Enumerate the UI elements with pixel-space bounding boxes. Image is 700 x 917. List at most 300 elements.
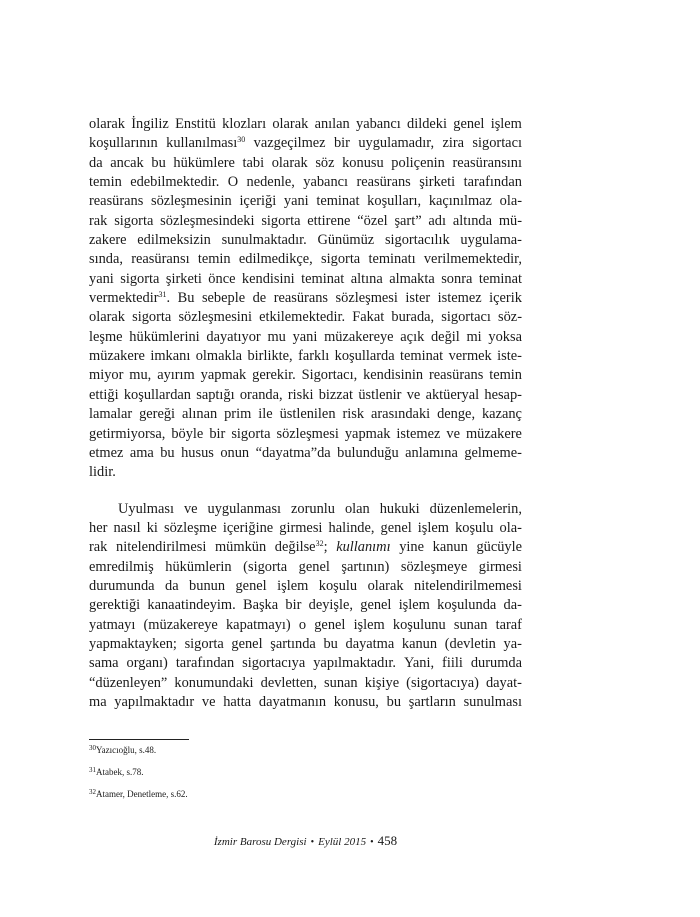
word: kişiye <box>364 674 400 691</box>
word: yapmak <box>344 425 391 442</box>
word: bizzat <box>318 386 354 403</box>
word: zakere <box>89 232 127 249</box>
word: sözleşme <box>164 519 217 536</box>
word: ve <box>406 386 421 403</box>
word: (devletin <box>444 635 496 652</box>
text-line <box>89 538 522 557</box>
word: ya- <box>503 635 522 652</box>
text-line <box>89 289 522 308</box>
word: yapmak <box>200 367 247 384</box>
word: Başka <box>242 597 279 614</box>
word: kazanç <box>481 406 522 423</box>
word: etmez <box>89 444 124 461</box>
word: poliçenin <box>391 154 445 171</box>
word: “özel <box>357 212 388 229</box>
word: şartında <box>270 635 316 652</box>
footnote-separator <box>89 739 189 740</box>
word: şartının) <box>341 558 390 575</box>
word: altına <box>350 270 383 287</box>
word: yabancı <box>303 174 349 191</box>
word: ile <box>258 406 273 423</box>
word: girmesi <box>279 519 323 536</box>
word: koşulunda <box>437 597 497 614</box>
text-line <box>89 270 522 289</box>
text-line <box>89 347 522 366</box>
word: değil <box>430 328 460 345</box>
body-text <box>89 115 522 712</box>
word: edilmedikçe, <box>238 251 313 268</box>
word: uygulanması <box>207 500 282 517</box>
word: reasürans <box>273 290 329 307</box>
word: (sigortacıya) <box>406 674 479 691</box>
word: taraf <box>495 616 522 633</box>
word: koşulları, <box>367 193 422 210</box>
word: sigortacı <box>472 135 522 152</box>
word: organı) <box>126 655 168 672</box>
word: aktüeryal <box>425 386 480 403</box>
running-footer <box>89 833 522 849</box>
word: ettirene <box>307 212 351 229</box>
word: her <box>89 519 108 536</box>
word: ve <box>446 425 460 442</box>
word: miyor <box>89 367 124 384</box>
word: vermek <box>448 348 492 365</box>
word: şart” <box>394 212 422 229</box>
word: ettiği <box>89 386 119 403</box>
word: olarak <box>89 309 125 326</box>
word: ve <box>183 500 198 517</box>
word: mu, <box>129 367 152 384</box>
word: sigorta <box>261 212 301 229</box>
word: konusu <box>342 154 384 171</box>
word: teminat <box>478 270 522 287</box>
word: bu <box>151 154 166 171</box>
word: yapmaktayken; <box>89 635 177 652</box>
word: dayatmanın <box>258 693 327 710</box>
word: sama <box>89 655 119 672</box>
word: mi <box>466 328 482 345</box>
word: iste- <box>497 348 522 365</box>
word: sigorta <box>321 251 361 268</box>
word: Bu <box>177 290 195 307</box>
word: bunun <box>189 577 226 594</box>
word: Sigortacı, <box>301 367 358 384</box>
word: nitelendirilmemesi <box>414 577 522 594</box>
word: etkilemektedir. <box>259 309 346 326</box>
word: alınan <box>182 406 218 423</box>
word: nasıl <box>113 519 141 536</box>
word: ola- <box>499 519 522 536</box>
word: ki <box>146 519 158 536</box>
footnote-text: Yazıcıoğlu, s.48. <box>96 745 157 755</box>
word: sigortacıya <box>242 655 306 672</box>
word: anlamına <box>405 444 458 461</box>
word: riski <box>287 386 314 403</box>
word: müzakere <box>89 348 145 365</box>
word: genel <box>314 616 346 633</box>
word: sigorta <box>120 270 160 287</box>
word: yani <box>292 328 318 345</box>
word: saptığı <box>196 386 235 403</box>
word: reasürans <box>89 193 144 210</box>
word: yani <box>89 270 114 287</box>
word: genel <box>235 577 267 594</box>
word: hatta <box>223 693 252 710</box>
word: (sigorta <box>243 558 288 575</box>
word: kanaatindeyim. <box>147 597 236 614</box>
word: bulunduğu <box>337 444 399 461</box>
text-line <box>89 596 522 615</box>
word: ola- <box>499 193 522 210</box>
word: mü- <box>498 212 522 229</box>
word: sunulması <box>463 693 522 710</box>
word: reasürans <box>428 367 484 384</box>
text-line <box>89 250 522 269</box>
word: yatmayı <box>89 616 136 633</box>
word: içeriği <box>239 193 277 210</box>
footnote-number: 31 <box>89 766 96 774</box>
word: önce <box>208 270 236 287</box>
word: sözleşmesindeki <box>160 212 255 229</box>
word: durumda <box>470 655 522 672</box>
word: kendisini <box>241 270 295 287</box>
word: yapılmaktadır <box>114 693 195 710</box>
word: yine <box>399 539 424 556</box>
word: hükümlerini <box>129 328 200 345</box>
word: Enstitü <box>175 116 216 132</box>
word: bu <box>323 635 338 652</box>
word: de <box>252 290 267 307</box>
footnote-text: Atabek, s.78. <box>96 767 144 777</box>
text-line <box>89 558 522 577</box>
word: klozları <box>222 116 267 132</box>
word: sözleşmesini <box>178 309 252 326</box>
word: rak <box>89 212 108 229</box>
word: konumundaki <box>174 674 254 691</box>
word: reasüransını <box>452 154 522 171</box>
text-line <box>89 405 522 424</box>
word: koşullarda <box>334 348 395 365</box>
word: temin <box>89 174 122 191</box>
word: açık <box>400 328 425 345</box>
footnote-text: Atamer, Denetleme, s.62. <box>96 789 188 799</box>
word: sonra <box>441 270 473 287</box>
text-line <box>89 173 522 192</box>
word: tarafından <box>463 174 522 191</box>
word: koşulu <box>318 577 358 594</box>
word: sözleşmeye <box>400 558 468 575</box>
word: hukuki <box>379 500 420 517</box>
word: şartların <box>408 693 456 710</box>
word: “dayatma”da <box>255 444 331 461</box>
word: farklı <box>298 348 330 365</box>
word: zira <box>442 135 465 152</box>
word: kaçınılmaz <box>428 193 492 210</box>
footnote-31 <box>89 766 522 778</box>
word: durumunda <box>89 577 155 594</box>
word: da <box>165 577 179 594</box>
word: gerektiği <box>89 597 141 614</box>
word: genel <box>453 116 485 132</box>
word: (müzakereye <box>143 616 218 633</box>
footnote-number: 32 <box>89 788 96 796</box>
text-line <box>89 212 522 231</box>
word: değilse$^{32}$; <box>274 539 328 556</box>
word: koşulu <box>455 519 494 536</box>
word: sigorta <box>231 425 271 442</box>
word: getirmiyorsa, <box>89 425 166 442</box>
word: Yani, <box>403 655 435 672</box>
word: teminat <box>301 270 345 287</box>
word: vermektedir$^{31}$. <box>89 290 171 307</box>
word: ama <box>129 444 154 461</box>
word: Uyulması <box>118 500 174 517</box>
word: kullanımı <box>336 539 391 556</box>
word: prim <box>224 406 252 423</box>
word: O <box>227 174 239 191</box>
word: sigorta <box>184 635 224 652</box>
word: ve <box>201 693 216 710</box>
word: girmesi <box>478 558 522 575</box>
word: konusu, <box>333 693 379 710</box>
word: istemez <box>396 425 441 442</box>
word: düzenlemelerin, <box>429 500 522 517</box>
word: lidir. <box>89 464 116 481</box>
word: edilmeksizin <box>137 232 211 249</box>
word: kendisinin <box>363 367 424 384</box>
word: dayat- <box>485 674 522 691</box>
word: altında <box>452 212 492 229</box>
word: olarak <box>271 154 308 171</box>
word: sözleşmesi <box>276 425 339 442</box>
text-line <box>89 635 522 654</box>
word: verilmemektedir, <box>423 251 522 268</box>
word: Günümüz <box>317 232 375 249</box>
word: sunan <box>324 674 358 691</box>
word: işlem <box>490 116 522 132</box>
paragraph-1 <box>89 115 522 483</box>
word: denge, <box>437 406 476 423</box>
word: uygulamadır, <box>358 135 435 152</box>
word: adı <box>428 212 447 229</box>
word: “düzenleyen” <box>89 674 168 691</box>
text-line <box>89 616 522 635</box>
word: koşulunu <box>392 616 446 633</box>
word: temin <box>197 251 231 268</box>
word: koşullardan <box>123 386 191 403</box>
word: dildeki <box>407 116 447 132</box>
word: ister <box>405 290 431 307</box>
footnote-reference[interactable]: 30 <box>237 135 246 145</box>
word: bu <box>386 693 402 710</box>
word: üstlenilen <box>279 406 336 423</box>
word: kanun <box>432 539 468 556</box>
word: şirketi <box>165 270 202 287</box>
word: burada, <box>391 309 435 326</box>
word: mu <box>267 328 286 345</box>
word: risk <box>342 406 365 423</box>
punctuation: ; <box>323 539 328 556</box>
text-line <box>89 463 522 482</box>
text-line <box>89 693 522 712</box>
word: sigortacı <box>441 309 491 326</box>
word: lamalar <box>89 406 133 423</box>
word: da <box>89 154 103 171</box>
footer-separator: • <box>370 837 374 848</box>
word: halinde, <box>328 519 375 536</box>
word: böyle <box>171 425 204 442</box>
word: üstlenir <box>358 386 402 403</box>
text-line <box>89 425 522 444</box>
word: olmakla <box>195 348 243 365</box>
word: yani <box>283 193 309 210</box>
word: işlem <box>353 616 385 633</box>
footnote-32 <box>89 788 522 800</box>
word: rak <box>89 539 108 556</box>
word: sigorta <box>132 309 172 326</box>
issue-date: Eylül 2015 <box>318 836 367 848</box>
text-line <box>89 192 522 211</box>
word: istemez <box>437 290 482 307</box>
word: yoksa <box>488 328 522 345</box>
text-line <box>89 366 522 385</box>
word: genel <box>380 519 412 536</box>
word: gücüyle <box>476 539 522 556</box>
word: gerekir. <box>252 367 296 384</box>
word: teminat <box>400 348 444 365</box>
word: sunulmaktadır. <box>221 232 307 249</box>
word: söz <box>315 154 335 171</box>
word: işlem <box>277 577 309 594</box>
text-line <box>89 308 522 327</box>
word: husus <box>181 444 214 461</box>
word: temin <box>489 367 522 384</box>
footnotes <box>89 744 522 810</box>
word: reasürans <box>356 174 411 191</box>
paragraph-gap <box>89 483 522 500</box>
word: olarak <box>272 116 309 132</box>
text-line <box>89 154 522 173</box>
text-line <box>89 519 522 538</box>
word: yabancı <box>356 116 401 132</box>
word: sigortacılık <box>384 232 450 249</box>
word: kapatmayı) <box>225 616 291 633</box>
word: işlem <box>417 519 449 536</box>
word: sigorta <box>114 212 154 229</box>
word: müzakere <box>465 425 522 442</box>
word: dayatma <box>345 635 395 652</box>
word: ayırım <box>157 367 195 384</box>
word: nitelendirilmesi <box>116 539 207 556</box>
word: gelmeme- <box>464 444 522 461</box>
word: işlem <box>398 597 430 614</box>
word: sebeple <box>201 290 246 307</box>
word: onun <box>220 444 250 461</box>
word: olarak <box>89 116 125 132</box>
word: sözleşmesi <box>335 290 398 307</box>
word: şirketi <box>419 174 456 191</box>
footnote-30 <box>89 744 522 756</box>
word: devletten, <box>260 674 317 691</box>
word: Fakat <box>352 309 385 326</box>
word: genel <box>231 635 263 652</box>
word: İngiliz <box>131 116 169 132</box>
word: ancak <box>110 154 144 171</box>
text-line <box>89 674 522 693</box>
footnote-reference[interactable]: 31 <box>158 290 167 300</box>
word: imkanı <box>150 348 191 365</box>
word: genel <box>360 597 392 614</box>
journal-name: İzmir Barosu Dergisi <box>213 836 307 848</box>
word: olan <box>344 500 370 517</box>
word: zorunlu <box>291 500 335 517</box>
text-line <box>89 386 522 405</box>
word: arasındaki <box>371 406 431 423</box>
word: mümkün <box>214 539 267 556</box>
word: teminat <box>316 193 360 210</box>
word: olarak <box>367 577 404 594</box>
word: sında, <box>89 251 123 268</box>
word: genel <box>298 558 330 575</box>
text-line <box>89 654 522 673</box>
word: içerik <box>489 290 522 307</box>
word: müzakereye <box>324 328 394 345</box>
text-line <box>89 444 522 463</box>
word: emredilmiş <box>89 558 154 575</box>
word: kanun <box>401 635 438 652</box>
word: almakta <box>389 270 435 287</box>
text-line <box>89 328 522 347</box>
word: söz- <box>498 309 522 326</box>
word: sunan <box>453 616 488 633</box>
word: hükümlere <box>173 154 235 171</box>
word: gereği <box>139 406 176 423</box>
footer-separator: • <box>310 837 315 848</box>
word: ma <box>89 693 107 710</box>
word: bir <box>209 425 226 442</box>
word: bir <box>285 597 302 614</box>
word: o <box>298 616 307 633</box>
word: dayatıyor <box>206 328 261 345</box>
word: teminatı <box>368 251 416 268</box>
word: da- <box>503 597 522 614</box>
word: sözleşmesinin <box>151 193 232 210</box>
word: hükümlerin <box>165 558 232 575</box>
word: içeriğine <box>222 519 274 536</box>
text-line <box>89 500 522 519</box>
word: tarafından <box>175 655 235 672</box>
word: yapılmaktadır. <box>313 655 396 672</box>
word: hesap- <box>484 386 522 403</box>
footnote-reference[interactable]: 32 <box>315 539 324 549</box>
word: bu <box>160 444 175 461</box>
text-line <box>89 134 522 153</box>
word: birlikte, <box>247 348 293 365</box>
word: tabi <box>242 154 265 171</box>
word: kullanılması$^{30}$ <box>166 135 246 152</box>
word: nedenle, <box>246 174 295 191</box>
word: reasüransı <box>131 251 190 268</box>
word: uygulama- <box>460 232 522 249</box>
punctuation: . <box>166 290 171 307</box>
word: leşme <box>89 328 123 345</box>
text-line <box>89 231 522 250</box>
paragraph-2 <box>89 500 522 713</box>
word: oranda, <box>239 386 283 403</box>
word: vazgeçilmez <box>253 135 326 152</box>
word: koşullarının <box>89 135 158 152</box>
page-number: 458 <box>377 833 398 848</box>
